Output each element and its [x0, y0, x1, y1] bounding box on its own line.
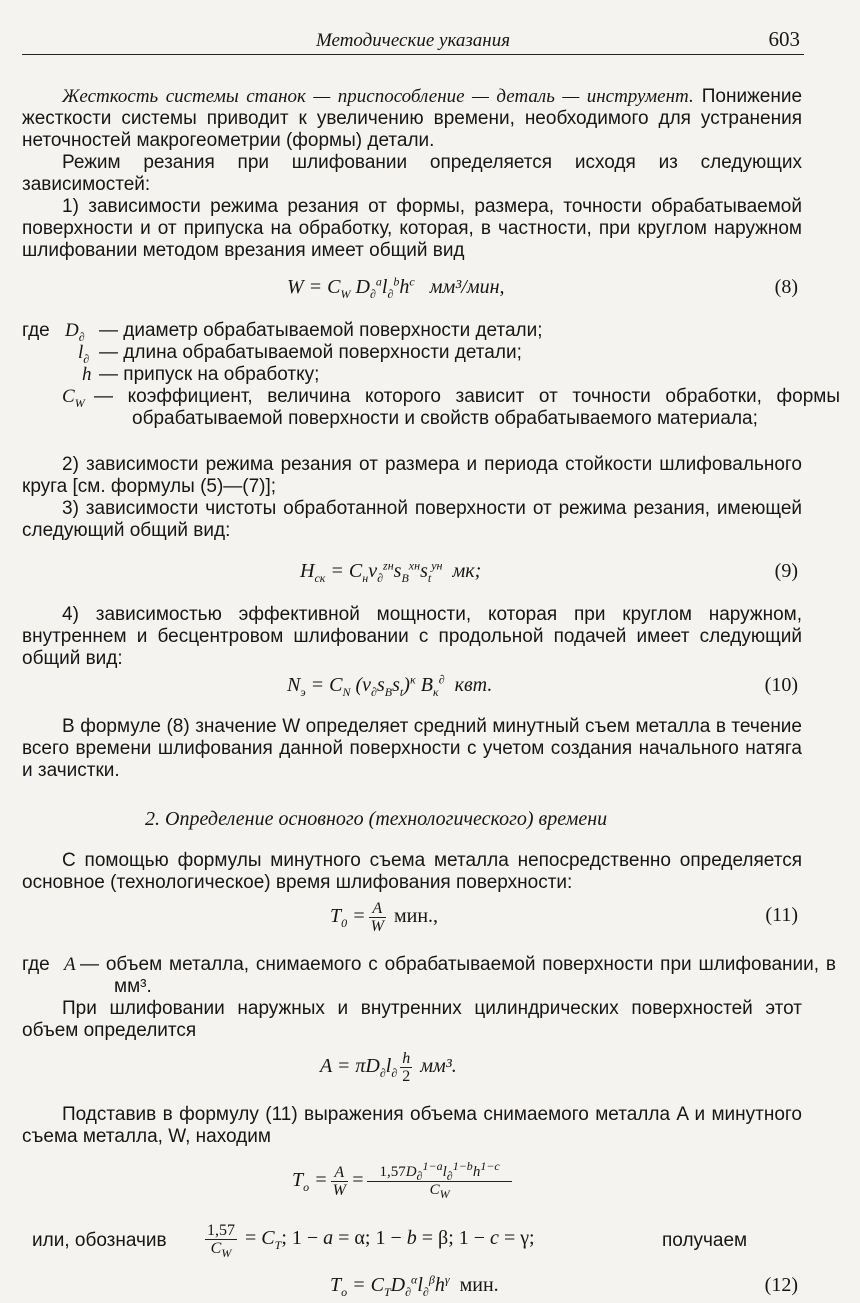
paragraph-dependency-4: 4) зависимостью эффективной мощности, которая при круглом наружном, внутреннем и бесцентровом шлифовании с продольной подачей имеет следующий общий вид: — [22, 604, 802, 669]
definition-length: — длина обрабатываемой поверхности детали; — [99, 342, 522, 363]
definition-allowance: — припуск на обработку; — [99, 364, 320, 385]
definition-coefficient: — коэффициент, величина которого зависит от точности обработки, формы обрабатываемой поверхности и свойств обрабатываемого материала; — [94, 386, 840, 429]
paragraph-notation: или, обозначив $\frac{1,57}{C_W}$ = $C_T$; 1 − a = α; 1 − b = β; 1 − c = γ; получаем — [32, 1222, 748, 1261]
section-heading: 2. Определение основного (технологического) времени — [145, 808, 608, 830]
formula-number: (11) — [765, 904, 798, 926]
formula-8: $W = C_W$ $D_\partial^al_\partial^bh^c$ мм³/мин, (8) — [287, 274, 798, 301]
formula-number: (12) — [764, 1274, 798, 1296]
paragraph-rigidity — [22, 86, 802, 152]
header-title: Методические указания — [315, 30, 511, 51]
italic-lead: Жесткость системы станок — приспособление — деталь — инструмент. — [62, 86, 694, 107]
formula-11: $T_0$ = $\frac{A}{W}$ мин., (11) — [330, 900, 798, 935]
definition-volume: где A — объем металла, снимаемого с обрабатываемой поверхности при шлифовании, в мм³. — [22, 954, 836, 997]
page-number: 603 — [768, 27, 800, 51]
paragraph-dependency-2: 2) зависимости режима резания от размера и периода стойкости шлифовального круга [см. формулы (5)—(7)]; — [22, 454, 802, 497]
formula-number: (8) — [774, 276, 798, 298]
formula-9: $H_{ск} = C_нv_\partial^{zн}s_B^{xн}s_t^{yн}$ мк; (9) — [300, 558, 798, 585]
symbol-h: h — [82, 364, 92, 385]
running-header — [22, 28, 804, 55]
formula-10: $N_э = C_N$ $(v_\partial s_Bs_t)^\kappa$ $B_\kappa^\partial$ квт. (10) — [287, 672, 798, 699]
definitions-list: где $D_\partial$ — диаметр обрабатываемой поверхности детали; $l_\partial$ — длина обрабатываемой поверхности детали; h — припуск на обработку; $C_W$ — коэффициент, величина которого зависит от точности обработки, формы обрабатываемой поверхности и свойств обрабатываемого материала; — [22, 320, 840, 429]
formula-number: (9) — [774, 560, 798, 582]
formula-volume: $A = \pi D_\partial l_\partial$ $\frac{h}{2}$ мм³. — [320, 1050, 457, 1085]
symbol-d: $D_\partial$ — [65, 320, 85, 344]
paragraph-dependency-3: 3) зависимости чистоты обработанной поверхности от режима резания, имеющей следующий общий вид: — [22, 498, 802, 541]
paragraph-substitution: Подставив в формулу (11) выражения объема снимаемого металла A и минутного съема металла, W, находим — [22, 1104, 802, 1147]
formula-number: (10) — [764, 674, 798, 696]
paragraph-text: Понижение жесткости системы приводит к увеличению времени, необходимого для устранения неточностей макрогеометрии (формы) детали. — [22, 86, 803, 151]
paragraph-volume: При шлифовании наружных и внутренних цилиндрических поверхностей этот объем определится — [22, 998, 802, 1041]
paragraph-main-time: С помощью формулы минутного съема металла непосредственно определяется основное (технологическое) время шлифования поверхности: — [22, 850, 802, 893]
formula-12: $T_o = C_TD_\partial^\alpha l_\partial^\beta h^\gamma$ мин. (12) — [330, 1272, 798, 1299]
paragraph-dependency-1: 1) зависимости режима резания от формы, размера, точности обрабатываемой поверхности и от припуска на обработку, которая, в частности, при круглом наружном шлифовании методом врезания имеет общий вид — [22, 196, 802, 261]
symbol-cw: $C_W$ — [62, 386, 85, 410]
definition-diameter: — диаметр обрабатываемой поверхности детали; — [99, 320, 543, 341]
paragraph-formula-8-meaning: В формуле (8) значение W определяет средний минутный съем металла в течение всего времени шлифования данной поверхности с учетом создания начального натяга и зачистки. — [22, 716, 802, 781]
formula-time-derivation: $T_o$ = $\frac{A}{W}$ = $\frac{1,57D_\partial^{1-a}l_\partial^{1-b}h^{1-c}}{C_W}$ — [22, 1158, 802, 1208]
paragraph-cutting-mode: Режим резания при шлифовании определяется исходя из следующих зависимостей: — [22, 152, 802, 195]
symbol-l: $l_\partial$ — [78, 342, 90, 366]
